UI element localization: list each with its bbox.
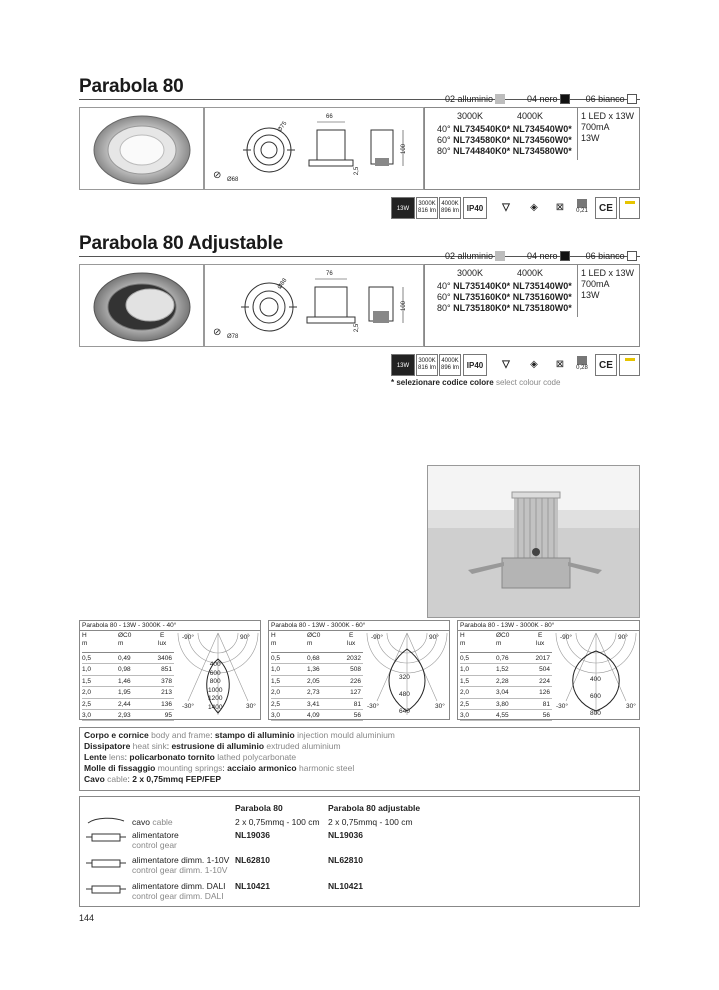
accessory-row: cavo cable	[132, 817, 173, 827]
photometric-cell: 3,0	[82, 711, 92, 719]
photometric-cell: 3406	[157, 655, 172, 662]
color-label-04: 04 nero	[527, 251, 558, 261]
lumen-3000-badge: 3000K 816 lm	[416, 197, 438, 219]
photometric-cell: 3,0	[271, 711, 281, 719]
photometric-cell: 0,98	[118, 666, 131, 674]
angle-bottom-left: -30°	[556, 703, 568, 710]
dim-width: 66	[326, 114, 333, 120]
photometric-cell: 3,80	[496, 700, 509, 708]
code-rows	[437, 124, 577, 157]
photometric-table: H m ØC0 m E lux	[271, 631, 363, 653]
angle-bottom-left: -30°	[367, 703, 379, 710]
product2-badges	[391, 352, 640, 378]
code-row: 60° NL735160K0* NL735160W0*	[437, 292, 572, 302]
photometric-cell: 127	[350, 689, 361, 697]
color-label-04: 04 nero	[527, 94, 558, 104]
photometric-cell: 136	[161, 700, 172, 708]
control-gear-dimm-icon	[86, 857, 126, 869]
dim-diameter: Ø75	[276, 120, 289, 134]
dim-width: 76	[326, 271, 333, 277]
swatch-04[interactable]	[560, 251, 570, 261]
photometric-panel-2	[268, 620, 450, 720]
photometric-table: H m ØC0 m E lux	[460, 631, 552, 653]
photometric-cell: 0,49	[118, 655, 131, 662]
angle-left: -90°	[560, 634, 572, 641]
photometric-cell: 1,46	[118, 677, 131, 685]
lumen-4000-badge: 4000K 896 lm	[439, 354, 461, 376]
angle-left: -90°	[182, 634, 194, 641]
photometric-cell: 1,0	[460, 666, 470, 674]
swatch-06[interactable]	[627, 94, 637, 104]
photometric-cell: 2,5	[82, 700, 92, 708]
product1-drawing	[204, 107, 424, 190]
photometric-panel-1	[79, 620, 261, 720]
product2-title: Parabola 80 Adjustable	[79, 233, 283, 254]
control-gear-dali-icon	[86, 883, 126, 895]
photometric-title: Parabola 80 - 13W - 3000K - 40°	[82, 622, 177, 629]
ce-icon: CE	[595, 197, 617, 219]
photometric-cell: 56	[542, 711, 550, 719]
photometric-row	[82, 710, 174, 721]
swatch-04[interactable]	[560, 94, 570, 104]
weight-icon: 0,21	[571, 197, 593, 219]
photometric-cell: 95	[164, 711, 172, 719]
photometric-cell: 1,5	[460, 677, 470, 685]
dim-small: 2,5	[354, 166, 361, 176]
dim-diameter: Ø88	[276, 277, 289, 291]
photometric-cell: 224	[539, 677, 550, 685]
product1-codes	[424, 107, 640, 190]
swatch-06[interactable]	[627, 251, 637, 261]
cable-icon	[86, 815, 126, 827]
photometric-rows	[460, 653, 552, 721]
product1-title: Parabola 80	[79, 76, 184, 97]
photometric-cell: 2032	[346, 655, 361, 662]
photometric-row	[460, 710, 552, 721]
photometric-cell: 0,5	[460, 655, 470, 662]
cutout-icon: ⊘	[213, 327, 222, 338]
ip-badge: IP40	[463, 197, 487, 219]
no-insulation-icon: ⊠	[555, 202, 565, 213]
cutout-diameter: Ø68	[227, 177, 239, 183]
polar-scale: 400 600 800	[590, 676, 601, 717]
photometric-row	[82, 676, 174, 687]
color-label-06: 06 bianco	[585, 94, 625, 104]
photometric-cell: 2,0	[460, 689, 470, 697]
photometric-table: H m ØC0 m E lux	[82, 631, 174, 653]
product2-codes	[424, 264, 640, 347]
photometric-cell: 1,0	[271, 666, 281, 674]
polar-scale: 320 480 640	[399, 674, 410, 715]
color-label-02: 02 alluminio	[445, 94, 494, 104]
class3-icon: ◈	[530, 202, 538, 213]
photometric-cell: 4,55	[496, 711, 509, 719]
photometric-cell: 1,5	[271, 677, 281, 685]
ce-icon: CE	[595, 354, 617, 376]
photometric-cell: 3,0	[460, 711, 470, 719]
angle-bottom-left: -30°	[182, 703, 194, 710]
lumen-4000-badge: 4000K 896 lm	[439, 197, 461, 219]
no-insulation-icon: ⊠	[555, 359, 565, 370]
photometric-row	[460, 676, 552, 687]
photometric-cell: 2,05	[307, 677, 320, 685]
code-rows	[437, 281, 577, 314]
accessory-row: alimentatore dimm. 1-10V control gear dimm. 1-10V	[132, 855, 230, 875]
swatch-02[interactable]	[495, 94, 505, 104]
accessory-value: 2 x 0,75mmq - 100 cm	[328, 817, 413, 827]
photometric-cell: 1,0	[82, 666, 92, 674]
material-row: Lente lens: policarbonato tornito lathed polycarbonate	[84, 752, 297, 762]
dim-height: 100	[401, 143, 408, 155]
photometric-cell: 0,5	[271, 655, 281, 662]
installed-product-photo	[427, 465, 640, 618]
lumen-3000-badge: 3000K 816 lm	[416, 354, 438, 376]
photometric-row	[271, 676, 363, 687]
accessories-box	[79, 796, 640, 907]
ip-badge: IP40	[463, 354, 487, 376]
photometric-cell: 2,5	[271, 700, 281, 708]
col-4000k: 4000K	[517, 111, 544, 121]
angle-bottom-right: 30°	[435, 703, 445, 710]
f-mark-icon: ▽	[502, 359, 510, 370]
col-4000k: 4000K	[517, 268, 544, 278]
accessory-value: NL10421	[328, 881, 363, 891]
photometric-row	[271, 653, 363, 664]
photometric-rows	[82, 653, 174, 721]
product1-photo	[79, 107, 204, 190]
material-row: Molle di fissaggio mounting springs: acciaio armonico harmonic steel	[84, 763, 355, 773]
photometric-cell: 0,76	[496, 655, 509, 662]
photometric-cell: 1,95	[118, 689, 131, 697]
photometric-cell: 1,52	[496, 666, 509, 674]
photometric-row	[271, 710, 363, 721]
accessory-value: NL10421	[235, 881, 270, 891]
swatch-02[interactable]	[495, 251, 505, 261]
materials-box	[79, 727, 640, 791]
downlight-image	[80, 108, 203, 189]
angle-right: 90°	[618, 634, 628, 641]
energy-icon	[619, 197, 640, 219]
code-row: 40° NL734540K0* NL734540W0*	[437, 124, 572, 134]
angle-bottom-right: 30°	[626, 703, 636, 710]
photometric-panel-3	[457, 620, 640, 720]
accessory-value: NL62810	[235, 855, 270, 865]
photometric-row	[460, 699, 552, 710]
photometric-cell: 3,41	[307, 700, 320, 708]
photometric-cell: 504	[539, 666, 550, 674]
photometric-cell: 378	[161, 677, 172, 685]
photometric-row	[82, 653, 174, 664]
color-label-06: 06 bianco	[585, 251, 625, 261]
product2-photo	[79, 264, 204, 347]
control-gear-icon	[86, 831, 126, 843]
photometric-cell: 2,73	[307, 689, 320, 697]
photometric-cell: 126	[539, 689, 550, 697]
photometric-row	[82, 664, 174, 675]
angle-right: 90°	[240, 634, 250, 641]
photometric-cell: 3,04	[496, 689, 509, 697]
photometric-row	[460, 687, 552, 698]
photometric-cell: 2,5	[460, 700, 470, 708]
watt-badge: 13W	[391, 197, 415, 219]
watt-badge: 13W	[391, 354, 415, 376]
page-number: 144	[79, 913, 95, 923]
f-mark-icon: ▽	[502, 202, 510, 213]
select-colour-note: * selezionare codice colore select colour code	[391, 378, 561, 387]
energy-icon	[619, 354, 640, 376]
photometric-row	[82, 687, 174, 698]
photometric-cell: 81	[542, 700, 550, 708]
accessories-col2-header: Parabola 80 adjustable	[328, 803, 421, 813]
photometric-row	[271, 687, 363, 698]
photometric-title: Parabola 80 - 13W - 3000K - 60°	[271, 622, 366, 629]
photometric-cell: 81	[353, 700, 361, 708]
angle-left: -90°	[371, 634, 383, 641]
material-row: Dissipatore heat sink: estrusione di alluminio extruded aluminium	[84, 741, 341, 751]
accessory-row: alimentatore dimm. DALI control gear dimm. DALI	[132, 881, 226, 901]
photometric-row	[460, 653, 552, 664]
photometric-cell: 2017	[535, 655, 550, 662]
photometric-title: Parabola 80 - 13W - 3000K - 80°	[460, 622, 555, 629]
photometric-cell: 2,93	[118, 711, 131, 719]
photometric-cell: 851	[161, 666, 172, 674]
spec-col: 1 LED x 13W 700mA 13W	[581, 111, 635, 143]
photometric-cell: 1,36	[307, 666, 320, 674]
photometric-cell: 226	[350, 677, 361, 685]
angle-right: 90°	[429, 634, 439, 641]
material-row: Corpo e cornice body and frame: stampo di alluminio injection mould aluminium	[84, 730, 395, 740]
photometric-row	[460, 664, 552, 675]
angle-bottom-right: 30°	[246, 703, 256, 710]
photometric-cell: 0,5	[82, 655, 92, 662]
cutout-diameter: Ø78	[227, 334, 239, 340]
accessories-col1-header: Parabola 80	[235, 803, 283, 813]
photometric-cell: 1,5	[82, 677, 92, 685]
dim-small: 2,5	[354, 323, 361, 333]
dim-height: 100	[401, 300, 408, 312]
code-row: 40° NL735140K0* NL735140W0*	[437, 281, 572, 291]
spec-col: 1 LED x 13W 700mA 13W	[581, 268, 635, 300]
col-3000k: 3000K	[457, 268, 484, 278]
color-options-1	[445, 94, 641, 104]
photometric-row	[271, 664, 363, 675]
installation-image	[428, 466, 640, 618]
code-row: 80° NL735180K0* NL735180W0*	[437, 303, 572, 313]
photometric-cell: 2,0	[82, 689, 92, 697]
weight-icon: 0,28	[571, 354, 593, 376]
photometric-rows	[271, 653, 363, 721]
polar-scale: 400 600 800 1000 1200 1400	[208, 661, 223, 711]
color-label-02: 02 alluminio	[445, 251, 494, 261]
material-row: Cavo cable: 2 x 0,75mmq FEP/FEP	[84, 774, 222, 784]
product2-drawing	[204, 264, 424, 347]
photometric-cell: 56	[353, 711, 361, 719]
photometric-cell: 2,0	[271, 689, 281, 697]
accessory-value: NL62810	[328, 855, 363, 865]
photometric-cell: 508	[350, 666, 361, 674]
photometric-cell: 0,68	[307, 655, 320, 662]
photometric-row	[82, 699, 174, 710]
photometric-cell: 2,44	[118, 700, 131, 708]
code-row: 60° NL734580K0* NL734560W0*	[437, 135, 572, 145]
cutout-icon: ⊘	[213, 170, 222, 181]
class3-icon: ◈	[530, 359, 538, 370]
product1-badges	[391, 195, 640, 221]
photometric-row	[271, 699, 363, 710]
accessory-value: NL19036	[235, 830, 270, 840]
accessory-row: alimentatore control gear	[132, 830, 179, 850]
adjustable-downlight-image	[80, 265, 203, 346]
color-options-2	[445, 251, 641, 261]
photometric-cell: 4,09	[307, 711, 320, 719]
col-3000k: 3000K	[457, 111, 484, 121]
photometric-cell: 2,28	[496, 677, 509, 685]
code-row: 80° NL744840K0* NL734580W0*	[437, 146, 572, 156]
photometric-cell: 213	[161, 689, 172, 697]
accessory-value: NL19036	[328, 830, 363, 840]
accessory-value: 2 x 0,75mmq - 100 cm	[235, 817, 320, 827]
